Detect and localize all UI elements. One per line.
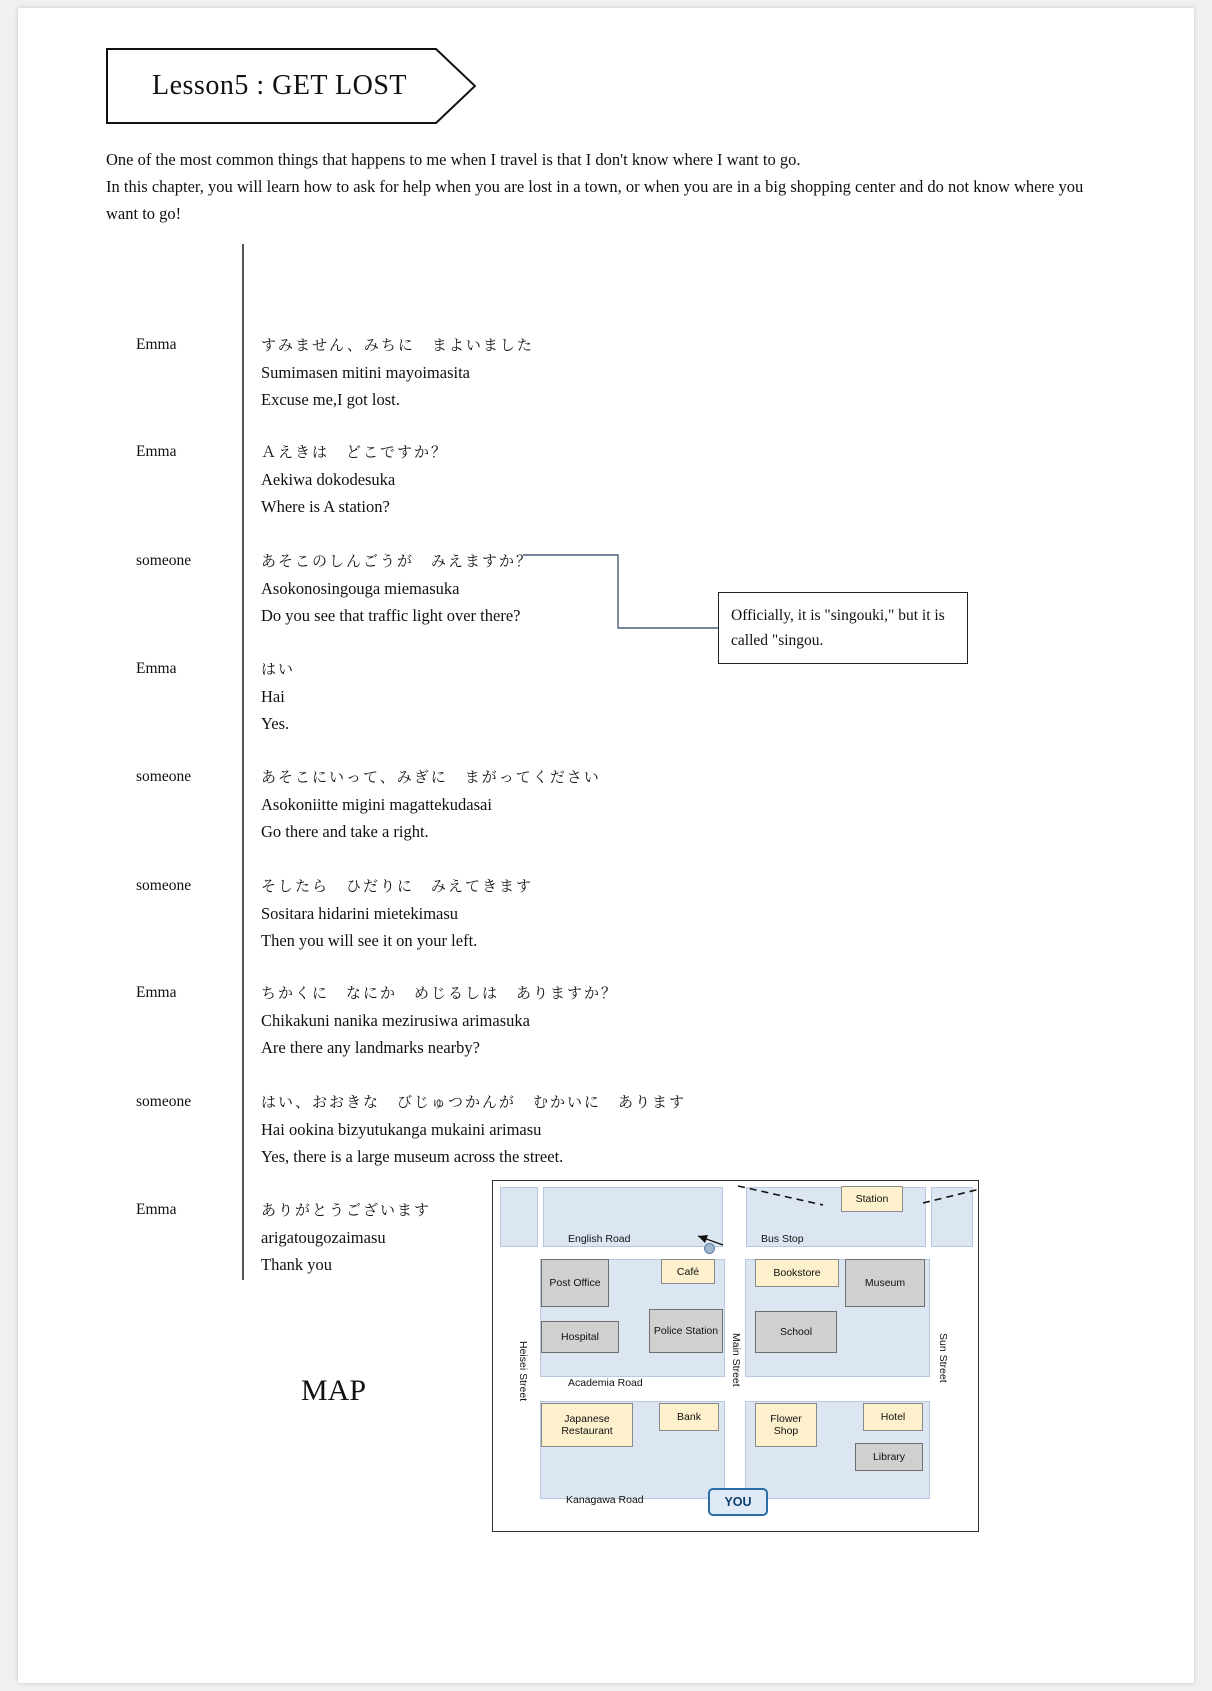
map-building-museum[interactable]: Museum [845, 1259, 925, 1307]
dialogue-lines [261, 332, 781, 413]
line-romaji: Sumimasen mitini mayoimasita [261, 363, 470, 382]
map-building-police-station[interactable]: Police Station [649, 1309, 723, 1353]
dialogue-divider [242, 244, 244, 1280]
intro-line-2: In this chapter, you will learn how to ask for help when you are lost in a town, or when you are in a big shopping center and do not know where you want to go! [106, 177, 1084, 223]
lesson-title-banner [106, 48, 476, 124]
line-english: Excuse me,I got lost. [261, 390, 400, 409]
line-japanese: Ａえきは どこですか？ [261, 443, 449, 461]
callout-leader-line [518, 548, 723, 633]
intro-line-1: One of the most common things that happens to me when I travel is that I don't know where I want to go. [106, 150, 801, 169]
dialogue-lines [261, 873, 781, 954]
map-heading: MAP [301, 1374, 367, 1407]
line-japanese: ちかくに なにか めじるしは ありますか？ [261, 984, 619, 1002]
map-building-post-office[interactable]: Post Office [541, 1259, 609, 1307]
line-japanese: そしたら ひだりに みえてきます [261, 877, 534, 895]
line-english: Then you will see it on your left. [261, 931, 478, 950]
line-romaji: Asokoniitte migini magattekudasai [261, 795, 492, 814]
speaker-label: Emma [136, 443, 177, 460]
line-japanese: はい、おおきな びじゅつかんが むかいに あります [261, 1093, 687, 1111]
road-label-english: English Road [568, 1233, 631, 1245]
dialogue-lines [261, 1089, 781, 1170]
map-building-bookstore[interactable]: Bookstore [755, 1259, 839, 1287]
line-english: Do you see that traffic light over there? [261, 606, 521, 625]
line-japanese: はい [261, 660, 296, 678]
map-building-flower-shop[interactable]: Flower Shop [755, 1403, 817, 1447]
speaker-label: Emma [136, 984, 177, 1001]
line-english: Yes, there is a large museum across the street. [261, 1147, 564, 1166]
map-building-hotel[interactable]: Hotel [863, 1403, 923, 1431]
speaker-label: Emma [136, 336, 177, 353]
map-building-bank[interactable]: Bank [659, 1403, 719, 1431]
line-romaji: Hai [261, 687, 285, 706]
line-romaji: arigatougozaimasu [261, 1228, 386, 1247]
you-are-here-badge[interactable]: YOU [708, 1488, 768, 1516]
line-english: Yes. [261, 714, 290, 733]
map-building-library[interactable]: Library [855, 1443, 923, 1471]
town-map [492, 1180, 979, 1532]
line-english: Go there and take a right. [261, 822, 429, 841]
map-building-station[interactable]: Station [841, 1186, 903, 1212]
dialogue-lines [261, 764, 781, 845]
dialogue-lines [261, 439, 781, 520]
road-label-sun: Sun Street [937, 1333, 949, 1383]
page-title: Lesson5 : GET LOST [152, 70, 408, 101]
speaker-label: Emma [136, 660, 177, 677]
line-romaji: Hai ookina bizyutukanga mukaini arimasu [261, 1120, 542, 1139]
line-japanese: すみません、みちに まよいました [261, 336, 534, 354]
map-building-school[interactable]: School [755, 1311, 837, 1353]
document-page [18, 8, 1194, 1683]
speaker-label: Emma [136, 1201, 177, 1218]
speaker-label: someone [136, 768, 192, 785]
map-building-hospital[interactable]: Hospital [541, 1321, 619, 1353]
road-label-main: Main Street [730, 1333, 742, 1387]
map-building-cafe[interactable]: Café [661, 1259, 715, 1284]
callout-note: Officially, it is "singouki," but it is called "singou. [718, 592, 968, 664]
map-building-japanese-restaurant[interactable]: Japanese Restaurant [541, 1403, 633, 1447]
line-romaji: Aekiwa dokodesuka [261, 470, 396, 489]
dialogue-lines [261, 980, 781, 1061]
speaker-label: someone [136, 552, 192, 569]
line-japanese: ありがとうございます [261, 1201, 432, 1219]
line-english: Thank you [261, 1255, 333, 1274]
line-english: Are there any landmarks nearby? [261, 1038, 480, 1057]
speaker-label: someone [136, 1093, 192, 1110]
line-japanese: あそこにいって、みぎに まがってください [261, 768, 601, 786]
road-label-academia: Academia Road [568, 1377, 643, 1389]
dialogue-lines [261, 656, 781, 737]
road-label-kanagawa: Kanagawa Road [566, 1494, 644, 1506]
bus-stop-label: Bus Stop [761, 1233, 804, 1245]
line-romaji: Sositara hidarini mietekimasu [261, 904, 459, 923]
intro-paragraph [106, 146, 1106, 227]
line-english: Where is A station? [261, 497, 390, 516]
line-romaji: Chikakuni nanika mezirusiwa arimasuka [261, 1011, 530, 1030]
line-romaji: Asokonosingouga miemasuka [261, 579, 460, 598]
road-label-heisei: Heisei Street [517, 1341, 529, 1402]
line-japanese: あそこのしんごうが みえますか？ [261, 552, 534, 570]
speaker-label: someone [136, 877, 192, 894]
bus-stop-marker[interactable] [704, 1243, 715, 1254]
